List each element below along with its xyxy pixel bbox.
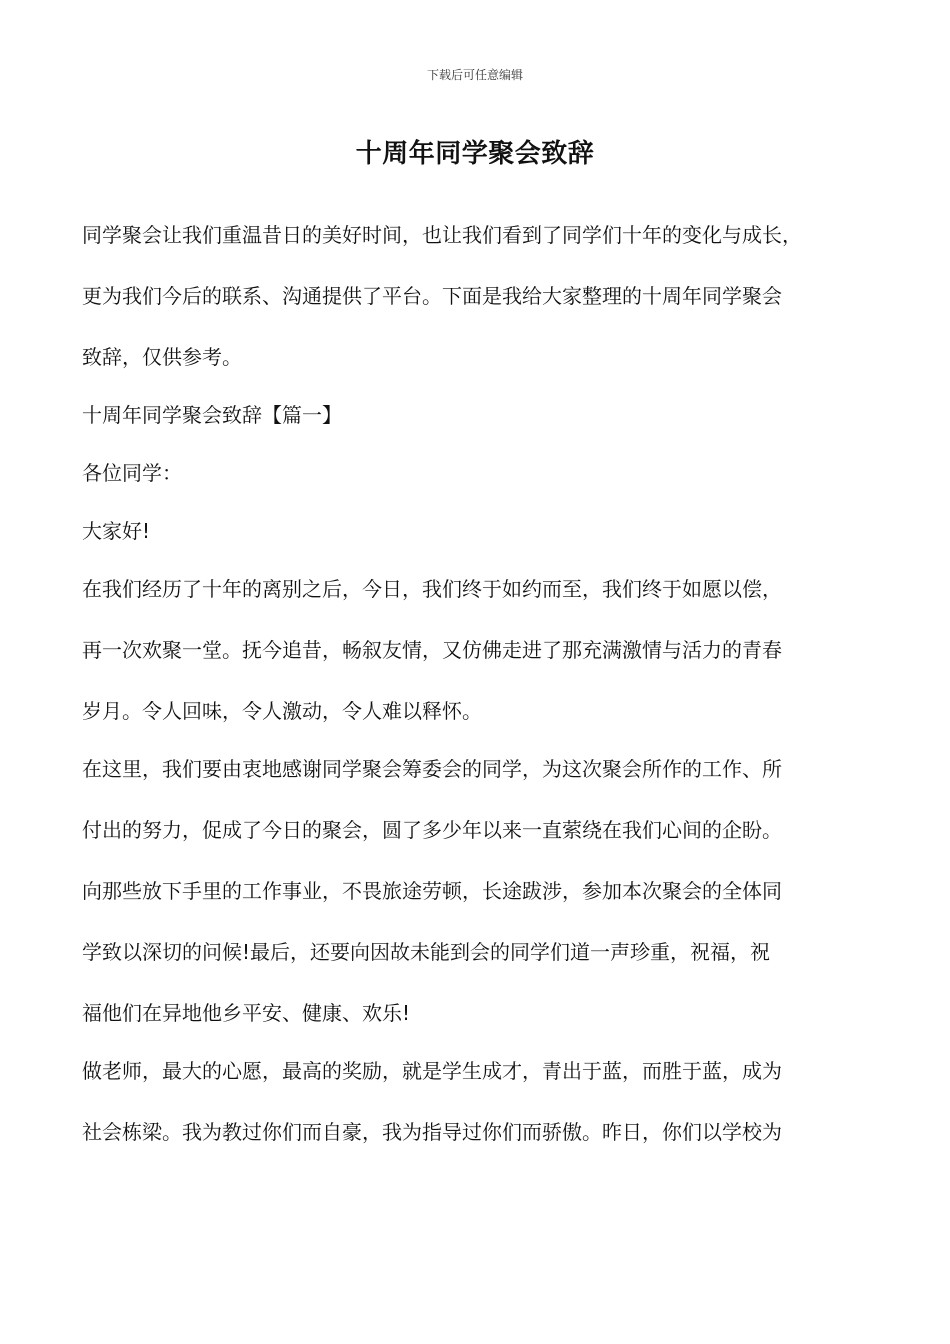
body-line: 岁月。令人回味，令人激动，令人难以释怀。 xyxy=(82,699,482,723)
header-note: 下载后可任意编辑 xyxy=(426,68,523,82)
body-line: 学致以深切的问候!最后，还要向因故未能到会的同学们道一声珍重，祝福，祝 xyxy=(82,940,771,964)
body-line: 更为我们今后的联系、沟通提供了平台。下面是我给大家整理的十周年同学聚会 xyxy=(82,284,782,308)
section-heading: 十周年同学聚会致辞【篇一】 xyxy=(82,403,342,427)
body-line: 致辞，仅供参考。 xyxy=(82,345,242,369)
salutation: 各位同学： xyxy=(82,461,182,485)
body-line: 向那些放下手里的工作事业，不畏旅途劳顿，长途跋涉，参加本次聚会的全体同 xyxy=(82,879,782,903)
document-body xyxy=(82,215,882,1173)
body-line: 社会栋梁。我为教过你们而自豪，我为指导过你们而骄傲。昨日，你们以学校为 xyxy=(82,1120,782,1144)
document-title: 十周年同学聚会致辞 xyxy=(355,139,595,169)
body-line: 在我们经历了十年的离别之后，今日，我们终于如约而至，我们终于如愿以偿， xyxy=(82,577,782,601)
body-line: 在这里，我们要由衷地感谢同学聚会筹委会的同学，为这次聚会所作的工作、所 xyxy=(82,757,782,781)
body-line: 再一次欢聚一堂。抚今追昔，畅叙友情，又仿佛走进了那充满激情与活力的青春 xyxy=(82,638,782,662)
body-line: 同学聚会让我们重温昔日的美好时间，也让我们看到了同学们十年的变化与成长， xyxy=(82,223,802,247)
greeting: 大家好! xyxy=(82,519,151,543)
body-line: 做老师，最大的心愿，最高的奖励，就是学生成才，青出于蓝，而胜于蓝，成为 xyxy=(82,1059,782,1083)
body-line: 福他们在异地他乡平安、健康、欢乐! xyxy=(82,1001,411,1025)
body-line: 付出的努力，促成了今日的聚会，圆了多少年以来一直萦绕在我们心间的企盼。 xyxy=(82,818,782,842)
